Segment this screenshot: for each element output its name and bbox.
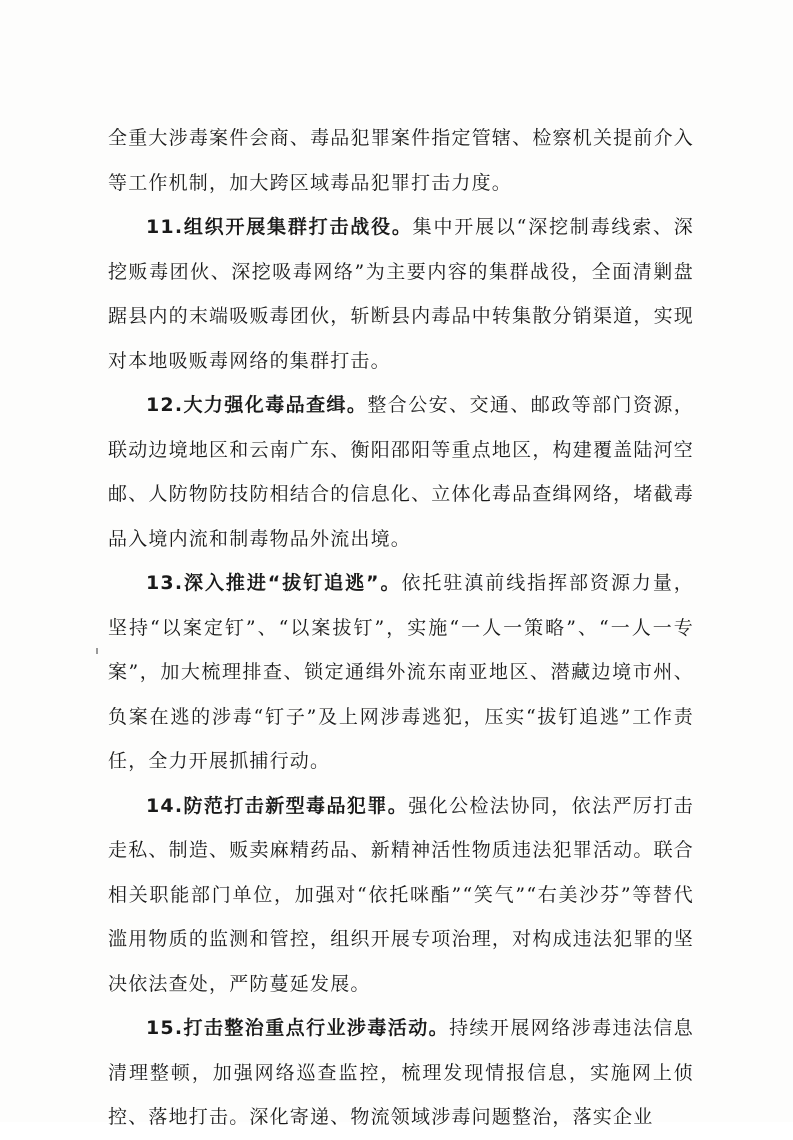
paragraph-text: 全重大涉毒案件会商、毒品犯罪案件指定管辖、检察机关提前介入等工作机制，加大跨区域毒品犯罪打击力度。 (108, 127, 694, 194)
paragraph-item-11 (108, 205, 694, 383)
paragraph-heading: 13.深入推进“拔钉追逃”。 (146, 572, 402, 594)
paragraph-item-14 (108, 784, 694, 1007)
paragraph-heading: 15.打击整治重点行业涉毒活动。 (146, 1017, 450, 1039)
paragraph-item-15 (108, 1006, 694, 1140)
paragraph-continued (108, 116, 694, 205)
scan-speck (96, 648, 98, 654)
paragraph-text: 集中开展以“深挖制毒线索、深挖贩毒团伙、深挖吸毒网络”为主要内容的集群战役，全面清剿盘踞县内的末端吸贩毒团伙，斩断县内毒品中转集散分销渠道，实现对本地吸贩毒网络的集群打击。 (108, 216, 694, 372)
paragraph-item-13 (108, 561, 694, 784)
paragraph-text: 整合公安、交通、邮政等部门资源，联动边境地区和云南广东、衡阳邵阳等重点地区，构建覆盖陆河空邮、人防物防技防相结合的信息化、立体化毒品查缉网络，堵截毒品入境内流和制毒物品外流出境。 (108, 394, 695, 550)
paragraph-heading: 14.防范打击新型毒品犯罪。 (146, 794, 409, 817)
paragraph-heading: 12.大力强化毒品查缉。 (146, 394, 368, 416)
paragraph-text: 持续开展网络涉毒违法信息清理整顿，加强网络巡查监控，梳理发现情报信息，实施网上侦控、落地打击。深化寄递、物流领域涉毒问题整治，落实企业 (108, 1017, 695, 1128)
paragraph-text: 强化公检法协同，依法严厉打击走私、制造、贩卖麻精药品、新精神活性物质违法犯罪活动。联合相关职能部门单位，加强对“依托咪酯”“笑气”“右美沙芬”等替代滥用物质的监测和管控，组织开展专项治理，对构成违法犯罪的坚决依法查处，严防蔓延发展。 (108, 794, 694, 995)
paragraph-heading: 11.组织开展集群打击战役。 (146, 216, 413, 238)
paragraph-item-12 (108, 383, 694, 561)
paragraph-text: 依托驻滇前线指挥部资源力量，坚持“以案定钉”、“以案拔钉”，实施“一人一策略”、“一人一专案”，加大梳理排查、锁定通缉外流东南亚地区、潜藏边境市州、负案在逃的涉毒“钉子”及上网涉毒逃犯，压实“拔钉追逃”工作责任，全力开展抓捕行动。 (108, 572, 694, 772)
document-body (108, 116, 694, 1140)
